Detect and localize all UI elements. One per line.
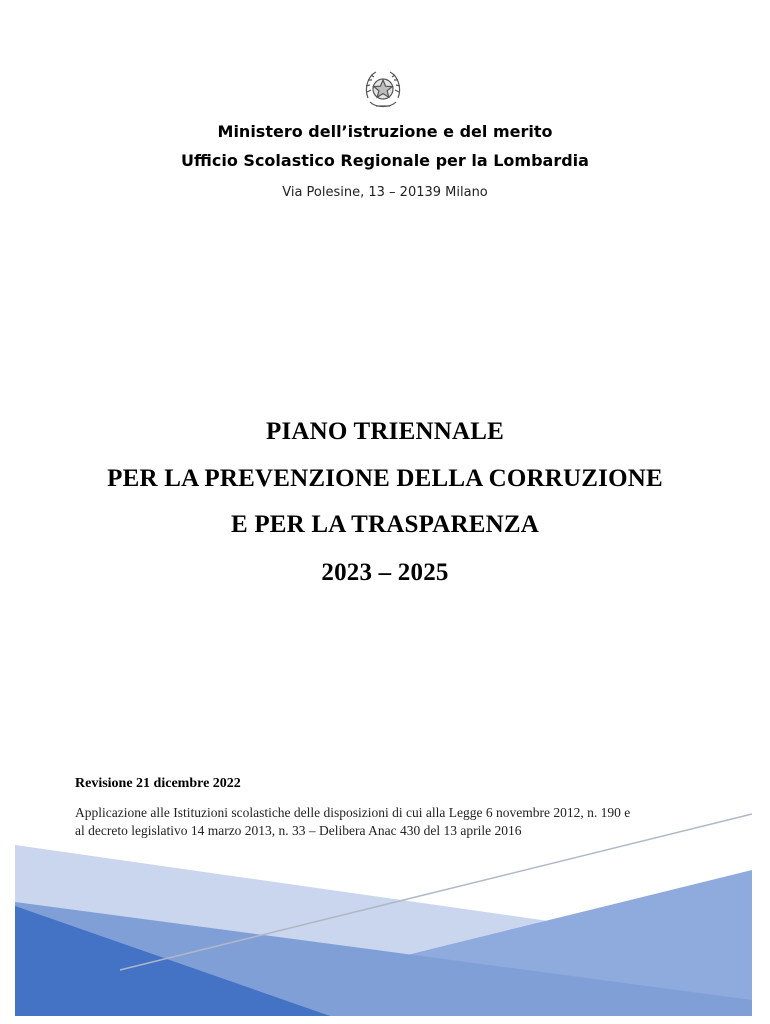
document-title-line3: E PER LA TRASPARENZA (231, 511, 539, 538)
document-title-line1: PIANO TRIENNALE (266, 418, 504, 445)
revision-date: Revisione 21 dicembre 2022 (75, 776, 241, 791)
document-title-line2: PER LA PREVENZIONE DELLA CORRUZIONE (107, 465, 663, 492)
ministry-name: Ministero dell’istruzione e del merito (217, 122, 553, 141)
italian-republic-emblem-icon (362, 68, 404, 112)
description-line1: Applicazione alle Istituzioni scolastiche delle disposizioni di cui alla Legge 6 novembre 2012, n. 190 e (75, 805, 631, 820)
description-line2: al decreto legislativo 14 marzo 2013, n. 33 – Delibera Anac 430 del 13 aprile 2016 (75, 823, 522, 838)
regional-office-name: Ufficio Scolastico Regionale per la Lombardia (181, 151, 589, 170)
decorative-blue-bands (0, 810, 770, 1024)
document-years: 2023 – 2025 (321, 559, 449, 586)
office-address: Via Polesine, 13 – 20139 Milano (282, 185, 488, 200)
